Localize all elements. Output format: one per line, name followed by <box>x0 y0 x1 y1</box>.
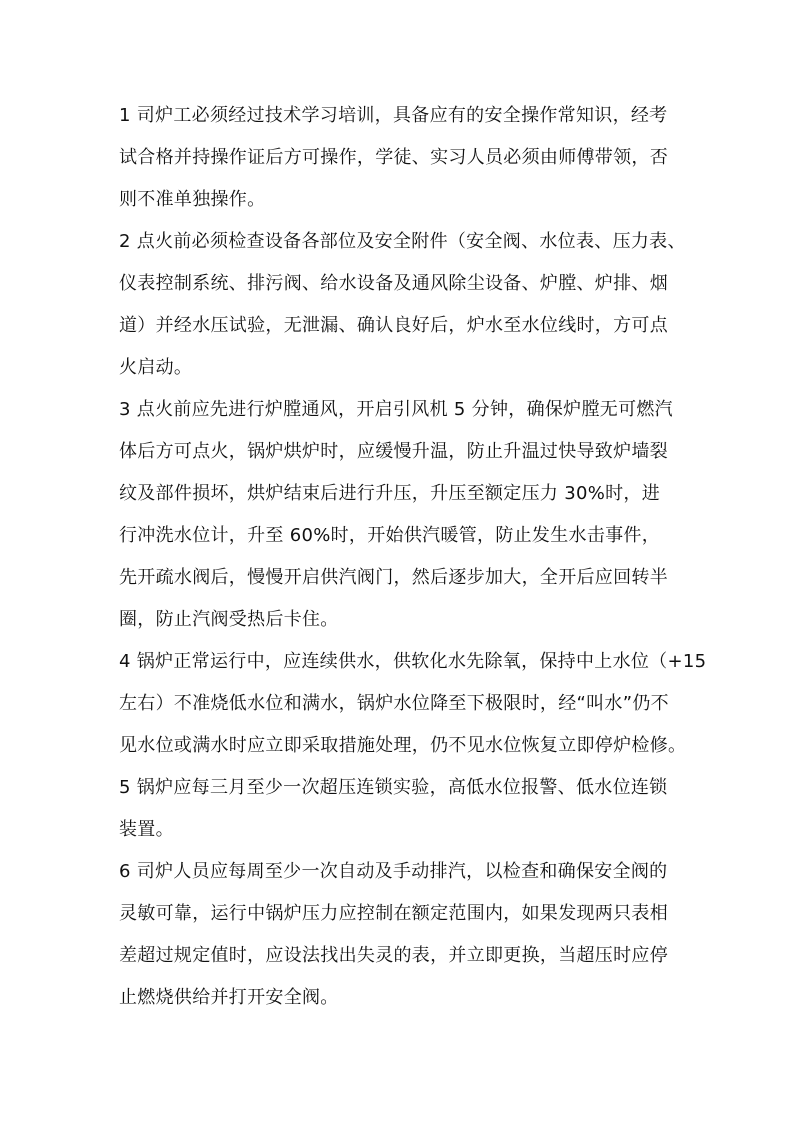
text-line: 先开疏水阀后，慢慢开启供汽阀门，然后逐步加大，全开后应回转半 <box>119 567 668 588</box>
text-line: 6 司炉人员应每周至少一次自动及手动排汽，以检查和确保安全阀的 <box>119 861 668 882</box>
text-line: 4 锅炉正常运行中，应连续供水，供软化水先除氧，保持中上水位（+15 <box>119 651 707 672</box>
text-line: 火启动。 <box>119 357 193 378</box>
text-line: 5 锅炉应每三月至少一次超压连锁实验，高低水位报警、低水位连锁 <box>119 777 668 798</box>
text-line: 道）并经水压试验，无泄漏、确认良好后，炉水至水位线时，方可点 <box>119 315 668 336</box>
text-line: 2 点火前必须检查设备各部位及安全附件（安全阀、水位表、压力表、 <box>119 231 686 252</box>
text-line: 试合格并持操作证后方可操作，学徒、实习人员必须由师傅带领，否 <box>119 147 668 168</box>
text-line: 装置。 <box>119 819 174 840</box>
text-line: 仪表控制系统、排污阀、给水设备及通风除尘设备、炉膛、炉排、烟 <box>119 273 668 294</box>
text-line: 止燃烧供给并打开安全阀。 <box>119 987 339 1008</box>
text-line: 圈，防止汽阀受热后卡住。 <box>119 609 339 630</box>
text-line: 体后方可点火，锅炉烘炉时，应缓慢升温，防止升温过快导致炉墙裂 <box>119 441 668 462</box>
text-line: 纹及部件损坏，烘炉结束后进行升压，升压至额定压力 30%时，进 <box>119 483 661 504</box>
text-line: 行冲洗水位计，升至 60%时，开始供汽暖管，防止发生水击事件， <box>119 525 661 546</box>
text-line: 则不准单独操作。 <box>119 189 266 210</box>
text-line: 差超过规定值时，应设法找出失灵的表，并立即更换，当超压时应停 <box>119 945 668 966</box>
text-line: 1 司炉工必须经过技术学习培训，具备应有的安全操作常知识，经考 <box>119 105 668 126</box>
text-line: 左右）不准烧低水位和满水，锅炉水位降至下极限时，经“叫水”仍不 <box>119 693 669 714</box>
text-line: 灵敏可靠，运行中锅炉压力应控制在额定范围内，如果发现两只表相 <box>119 903 668 924</box>
text-line: 见水位或满水时应立即采取措施处理，仍不见水位恢复立即停炉检修。 <box>119 735 687 756</box>
text-line: 3 点火前应先进行炉膛通风，开启引风机 5 分钟，确保炉膛无可燃汽 <box>119 399 673 420</box>
